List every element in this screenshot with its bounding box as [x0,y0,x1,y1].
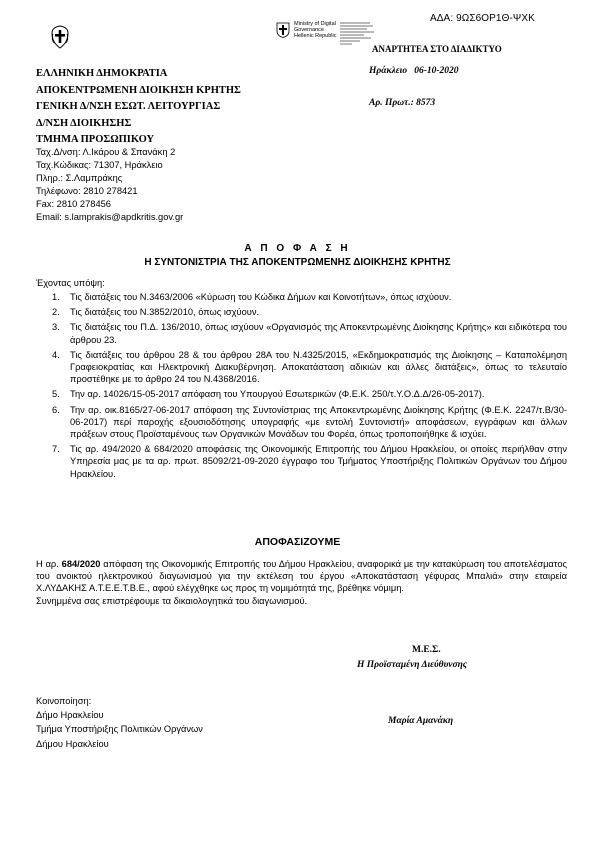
list-item: 4. Τις διατάξεις του άρθρου 28 & του άρθρου 28Α του Ν.4325/2015, «Εκδημοκρατισμός της Διοίκησης – Καταπολέμηση Γραφειοκρατίας και Ηλεκτρονική Διακυβέρνηση. Αποκατάσταση αδικιών και άλλες διατάξεις», όπως το τελευταίο προστέθηκε με το άρθρο 24 του Ν.4368/2016. [52,349,567,385]
signer-role: Η Προϊσταμένη Διεύθυνσης [357,660,468,670]
cc-recipients [36,694,203,751]
considering-intro: Έχοντας υπόψη: [36,278,105,288]
cc-item: Δήμο Ηρακλείου [36,710,104,721]
greek-coat-of-arms-icon [50,25,70,49]
protocol-number: Αρ. Πρωτ.: 8573 [369,98,436,108]
list-item: 7. Τις αρ. 494/2020 & 684/2020 αποφάσεις της Οικονομικής Επιτροπής του Δήμου Ηρακλείου, οι οποίες περιήλθαν στην Υπηρεσία μας με τα αρ. πρωτ. 85092/21-09-2020 έγγραφο του Τμήματος Υποστήριξης Πολιτικών Οργάνων του Δήμου Ηρακλείου. [52,444,567,479]
cc-heading: Κοινοποίηση: [36,696,92,706]
cc-item: Τμήμα Υποστήριξης Πολιτικών Οργάνων [36,724,203,735]
greek-emblem-small-icon [276,22,290,38]
contact-person: Πληρ.: Σ.Λαμπράκης [36,172,123,183]
list-item: 1. Τις διατάξεις του Ν.3463/2006 «Κύρωση του Κώδικα Δήμων και Κοινοτήτων», όπως ισχύουν. [52,292,452,302]
list-item: 3. Τις διατάξεις του Π.Δ. 136/2010, όπως ισχύουν «Οργανισμός της Αποκεντρωμένης Διοίκησης Κρήτης» και ειδικότερα του άρθρου 23. [52,322,567,345]
digital-signature-stamp [340,21,376,47]
document-subtitle: Η ΣΥΝΤΟΝΙΣΤΡΙΑ ΤΗΣ ΑΠΟΚΕΝΤΡΩΜΕΝΗΣ ΔΙΟΙΚΗΣΗΣ ΚΡΗΤΗΣ [144,257,451,268]
list-item: 2. Τις διατάξεις του Ν.3852/2010, όπως ισχύουν. [52,307,260,318]
contact-phone: Τηλέφωνο: 2810 278421 [36,185,138,196]
decision-heading: ΑΠΟΦΑΣΙΖΟΥΜΕ [254,536,341,548]
contact-info [36,146,183,223]
decision-paragraph: Η αρ. 684/2020 απόφαση της Οικονομικής Επιτροπής του Δήμου Ηρακλείου, αναφορικά με την κατακύρωση του αποτελέσματος του ανοικτού ηλεκτρονικού διαγωνισμού για την εκτέλεση του έργου «Αποκατάσταση γέφυρας Μπαλιά» στην εταιρεία Χ.ΛΥΔΑΚΗΣ Α.Τ.Ε.Ε.Τ.Β.Ε., αφού ελέγχθηκε ως προς τη νομιμότητά της, βρέθηκε νόμιμη. [36,559,567,594]
mes-label: Μ.Ε.Σ. [412,645,441,655]
decision-body [36,558,567,607]
cc-item: Δήμου Ηρακλείου [36,738,109,749]
signer-name: Μαρία Αμανάκη [388,716,454,726]
list-item: 5. Την αρ. 14026/15-05-2017 απόφαση του Υπουργού Εσωτερικών (Φ.Ε.Κ. 250/τ.Υ.Ο.Δ.Δ/26-05-2017). [52,389,485,400]
ministry-label: Ministry of Digital Governance Hellenic Republic [294,21,337,39]
considerations-list [52,291,567,483]
contact-postcode: Ταχ.Κώδικας: 71307, Ηράκλειο [36,159,163,170]
contact-fax: Fax: 2810 278456 [36,198,111,209]
list-item: 6. Την αρ. οικ.8165/27-06-2017 απόφαση της Συντονίστριας της Αποκεντρωμένης Διοίκησης Κρήτης (Φ.Ε.Κ. 2247/τ.Β/30-06-2017) περί παροχής εξουσιοδότησης υπογραφής «με εντολή Συντονιστή» αποφάσεων, εγγράφων και άλλων πράξεων στους Προϊσταμένους των Οργανικών Μονάδων του Φορέα, όπως τροποποιήθηκε & ισχύει. [52,404,567,440]
contact-address: Ταχ.Δ/νση: Λ.Ικάρου & Σπανάκη 2 [36,147,176,157]
issuing-authority: ΕΛΛΗΝΙΚΗ ΔΗΜΟΚΡΑΤΙΑ ΑΠΟΚΕΝΤΡΩΜΕΝΗ ΔΙΟΙΚΗΣΗ ΚΡΗΤΗΣ ΓΕΝΙΚΗ Δ/ΝΣΗ ΕΣΩΤ. ΛΕΙΤΟΥΡΓΙΑΣ Δ/ΝΣΗ ΔΙΟΙΚΗΣΗΣ ΤΜΗΜΑ ΠΡΟΣΩΠΙΚΟΥ [36,68,241,145]
document-date: Ηράκλειο 06-10-2020 [369,66,459,76]
contact-email: Email: s.lamprakis@apdkritis.gov.gr [36,211,184,222]
attachments-note: Συνημμένα σας επιστρέφουμε τα δικαιολογητικά του διαγωνισμού. [36,595,308,606]
document-title: Α Π Ο Φ Α Σ Η [244,243,351,254]
ada-code: ΑΔΑ: 9ΩΣ6ΟΡ1Θ-ΨΧΚ [430,13,535,24]
posted-online-label: ΑΝΑΡΤΗΤΕΑ ΣΤΟ ΔΙΑΔΙΚΤΥΟ [372,44,502,54]
